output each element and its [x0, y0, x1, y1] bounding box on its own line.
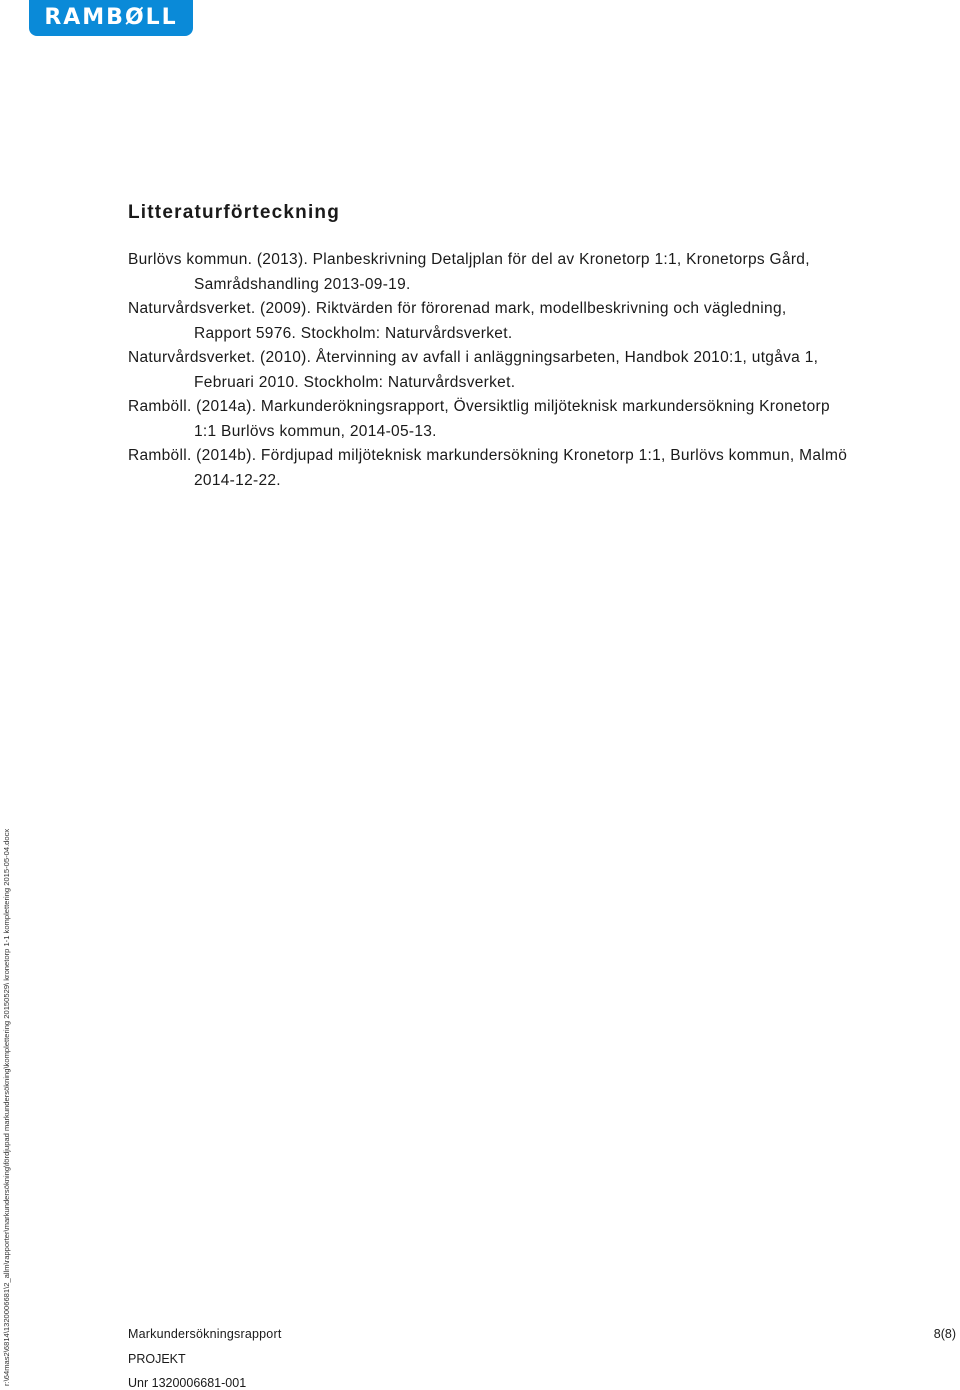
reference-item: Naturvårdsverket. (2009). Riktvärden för förorenad mark, modellbeskrivning och vägledning, Rapport 5976. Stockholm: Naturvårdsverket.: [128, 300, 787, 342]
file-path-margin: [2, 736, 14, 1386]
rambol-logo: [29, 0, 193, 36]
page-title: Litteraturförteckning: [128, 202, 341, 223]
reference-item: Ramböll. (2014a). Markunderökningsrapport, Översiktlig miljöteknisk markundersökning Kronetorp 1:1 Burlövs kommun, 2014-05-13.: [128, 398, 830, 440]
footer-report-title: Markundersökningsrapport: [128, 1327, 282, 1341]
file-path-text: r:\64mas2\6814\1320006681\2_allm\rapporter\markundersökning\fördjupad markundersökning\komplettering 20150529\ kronetorp 1-1 komplettering 2015-05-04.docx: [2, 828, 11, 1386]
reference-item: Naturvårdsverket. (2010). Återvinning av avfall i anläggningsarbeten, Handbok 2010:1, utgåva 1, Februari 2010. Stockholm: Naturvårdsverket.: [128, 349, 819, 391]
page-number: 8(8): [933, 1327, 956, 1341]
footer-project-label: PROJEKT: [128, 1352, 186, 1366]
logo-text: RAMBØLL: [44, 5, 178, 30]
reference-item: Ramböll. (2014b). Fördjupad miljöteknisk markundersökning Kronetorp 1:1, Burlövs kommun, Malmö 2014-12-22.: [128, 447, 848, 489]
reference-item: Burlövs kommun. (2013). Planbeskrivning Detaljplan för del av Kronetorp 1:1, Kronetorps Gård, Samrådshandling 2013-09-19.: [128, 251, 810, 293]
footer-unr: Unr 1320006681-001: [128, 1376, 247, 1390]
reference-list: [128, 248, 848, 493]
